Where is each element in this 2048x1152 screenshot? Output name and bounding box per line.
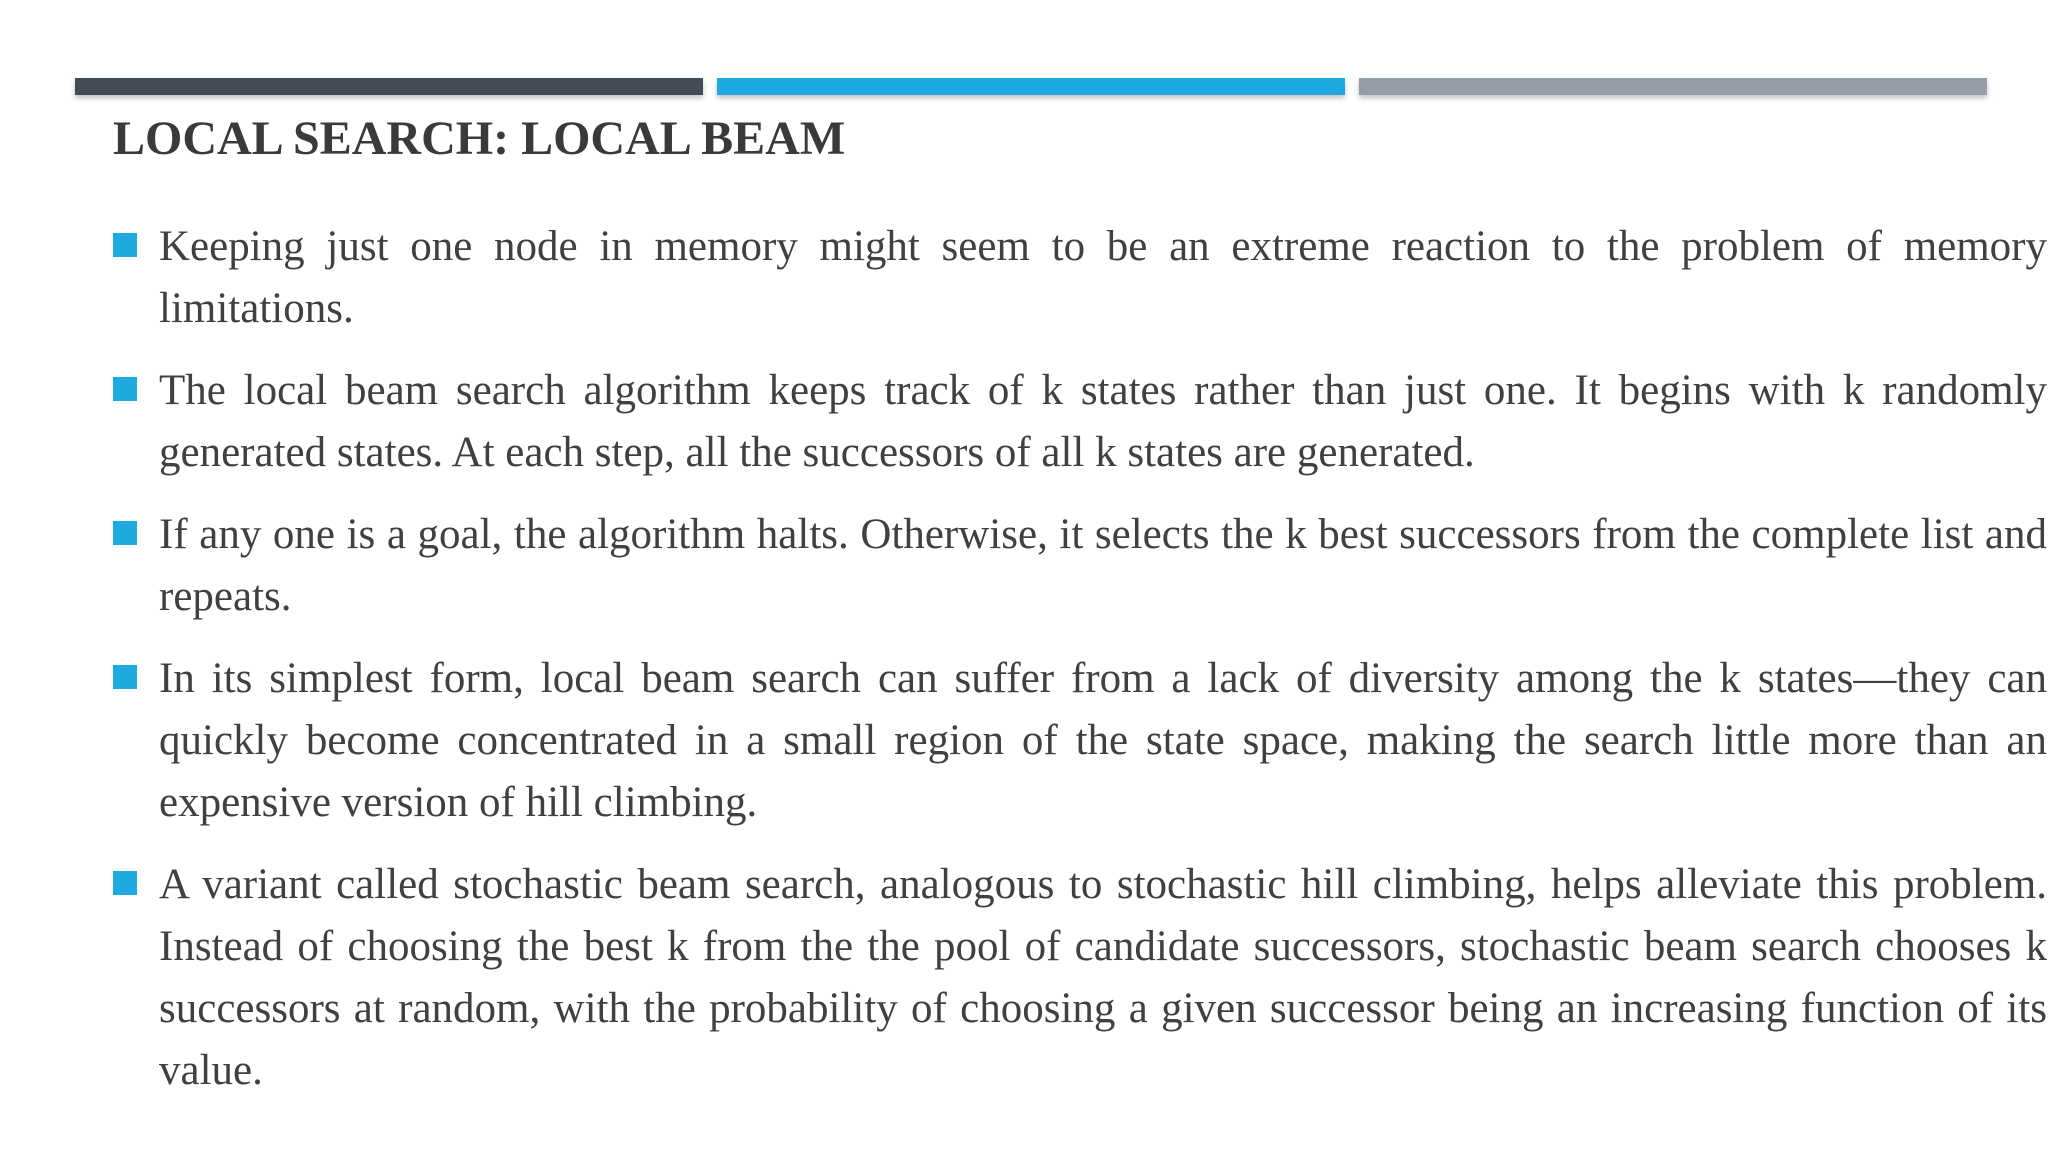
- bullet-item: [113, 216, 2047, 340]
- bullet-text: If any one is a goal, the algorithm halts. Otherwise, it selects the k best successors from the complete list and repeats.: [159, 511, 2047, 620]
- bullet-item: [113, 360, 2047, 484]
- bullet-text: In its simplest form, local beam search can suffer from a lack of diversity among the k states—they can quickly become concentrated in a small region of the state space, making the search little more than an expensive version of hill climbing.: [159, 655, 2047, 826]
- square-bullet-icon: [113, 871, 137, 895]
- square-bullet-icon: [113, 665, 137, 689]
- accent-bar-gray: [1359, 78, 1987, 95]
- accent-bar-dark: [75, 78, 703, 95]
- bullet-item: [113, 648, 2047, 834]
- bullet-item: [113, 504, 2047, 628]
- bullet-text: Keeping just one node in memory might seem to be an extreme reaction to the problem of memory limitations.: [159, 223, 2047, 332]
- square-bullet-icon: [113, 521, 137, 545]
- accent-bar-blue: [717, 78, 1345, 95]
- bullet-text: The local beam search algorithm keeps track of k states rather than just one. It begins with k randomly generated states. At each step, all the successors of all k states are generated.: [159, 367, 2047, 476]
- bullet-text: A variant called stochastic beam search, analogous to stochastic hill climbing, helps alleviate this problem. Instead of choosing the best k from the the pool of candidate successors, stochastic beam search chooses k successors at random, with the probability of choosing a given successor being an increasing function of its value.: [159, 861, 2047, 1094]
- square-bullet-icon: [113, 233, 137, 257]
- bullet-list: [113, 216, 2047, 1122]
- bullet-item: [113, 854, 2047, 1102]
- square-bullet-icon: [113, 377, 137, 401]
- slide-title: LOCAL SEARCH: LOCAL BEAM: [113, 112, 846, 165]
